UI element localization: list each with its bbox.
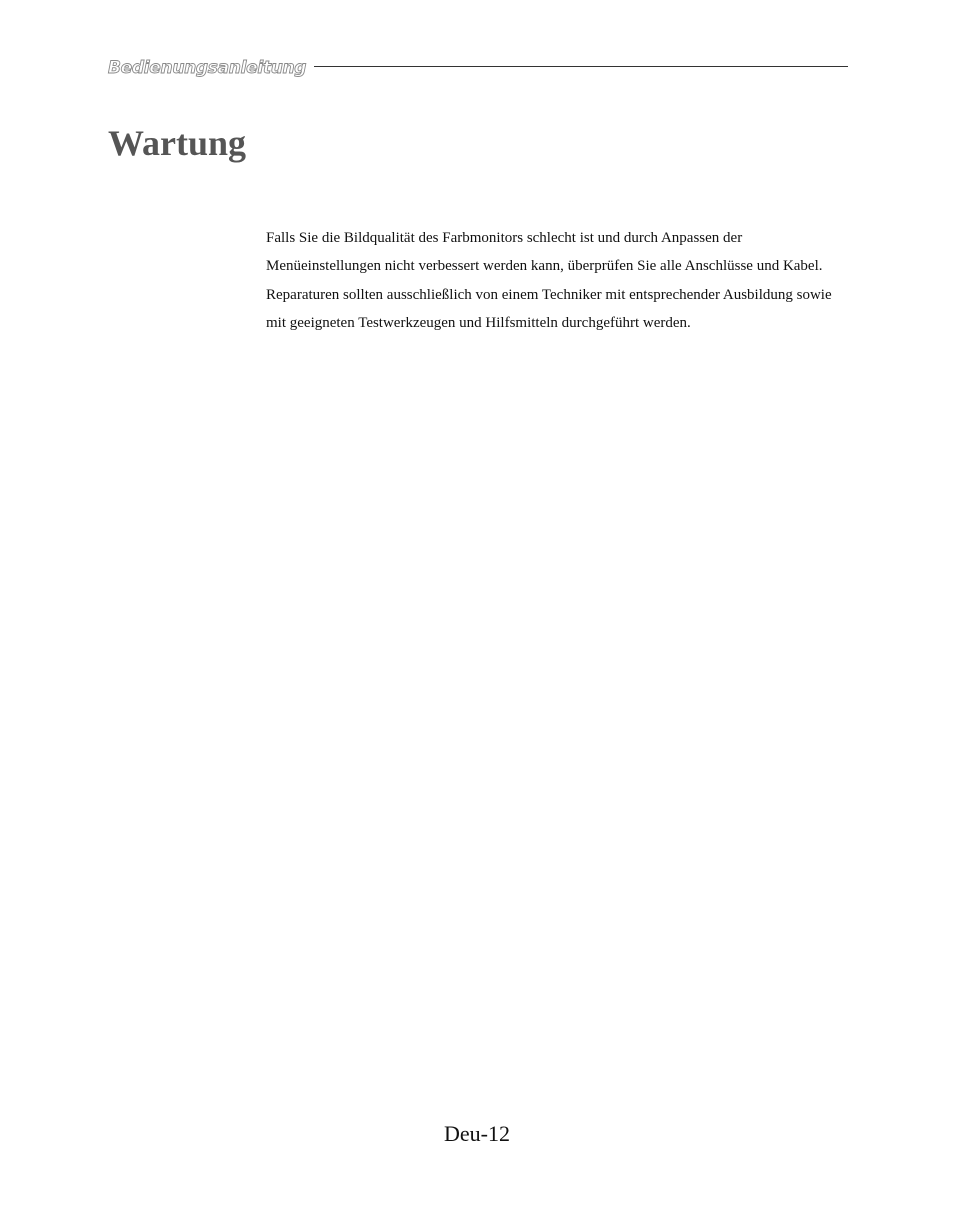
page-number: Deu-12: [444, 1121, 510, 1146]
paragraph-repairs: Reparaturen sollten ausschließlich von einem Techniker mit entsprechender Ausbildung sowie mit geeigneten Testwerkzeugen und Hilfsmitteln durchgeführt werden.: [266, 286, 832, 331]
running-header: [108, 56, 848, 80]
paragraph-inspection: Falls Sie die Bildqualität des Farbmonitors schlecht ist und durch Anpassen der Menüeinstellungen nicht verbessert werden kann, überprüfen Sie alle Anschlüsse und Kabel.: [266, 230, 823, 275]
running-header-label: Bedienungsanleitung: [108, 57, 307, 78]
body-text: [266, 224, 852, 337]
page-title: Wartung: [108, 123, 247, 163]
header-rule: [314, 66, 848, 67]
